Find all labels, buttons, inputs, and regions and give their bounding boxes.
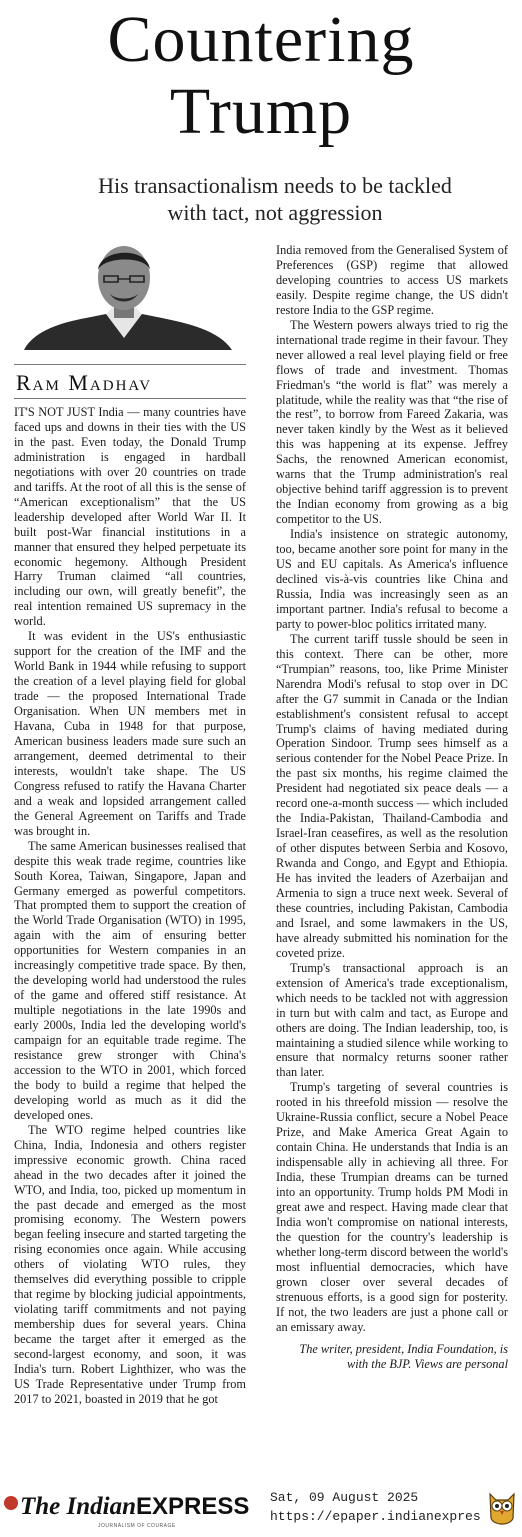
owl-icon [487,1488,517,1528]
column2-paragraph: Trump's targeting of several countries is rooted in his threefold mission — resolve the Ukraine-Russia conflict, secure a Nobel Peace Prize, and Make America Great Again to contain China. He understands that India is an indispensable ally in achieving all three. For India, these Trumpian dreams can be turned into an opportunity. Trump holds PM Modi in great awe and respect. Having made clear that India won't compromise on national interests, the question for the country's leadership is whether long-term discord between the world's most influential democracies, which have grown closer over several decades of strenuous efforts, is a good sign for posterity. If not, the two leaders are just a phone call or an emissary away. [276,1080,508,1334]
edition-url[interactable]: https://epaper.indianexpres [270,1509,481,1524]
column2-paragraph: The current tariff tussle should be seen in this context. There can be other, more “Trumpian” reasons, too, like Prime Minister Narendra Modi's refusal to stop over in DC after the G7 summit in Canada or the Indian establishment's consistent refusal to accept Trump's claims of having mediated during Operation Sindoor. Trump sees himself as a serious contender for the Nobel Peace Prize. In the past six months, his regime claimed the President had negotiated six peace deals — a record one-a-month success — which included the India-Pakistan, Thailand-Cambodia and Israel-Iran ceasefires, as well as the resolution of other disputes between Serbia and Kosovo, Rwanda and Congo, and Egypt and Ethiopia. He has invited the leaders of Azerbaijan and Armenia to sign a truce next week. Several of these countries, including Pakistan, Cambodia and Israel, and some lawmakers in the US, have already submitted his nomination for the coveted prize. [276,631,508,960]
headline-line-1: Countering [107,3,415,76]
subheadline-line-2: with tact, not aggression [167,200,383,225]
author-byline: Ram Madhav [16,370,153,395]
column2-paragraph: India's insistence on strategic autonomy, too, became another sore point for many in the US and EU capitals. As America's influence declined vis-à-vis countries like China and Russia, India was increasingly seen as an important partner. India's refusal to become a party to power-bloc politics irritated many. [276,527,508,631]
subheadline-line-1: His transactionalism needs to be tackled [98,173,452,198]
subheadline [40,172,510,226]
column2-paragraph: The Western powers always tried to rig the international trade regime in their favour. They never allowed a real level playing field or free flows of trade and investment. Thomas Friedman's “the world is flat” was merely a platitude, while the reality was that “the rise of the rest”, to borrow from Fareed Zakaria, was never taken kindly by the West as it believed this was happening at its expense. Jeffrey Sachs, the renowned American economist, warns that the Trump administration's real objective behind tariff aggression is to prevent the Indian economy from growing as a big competitor to the US. [276,317,508,527]
author-note-line-2: with the BJP. Views are personal [347,1357,508,1371]
headline [0,4,522,148]
byline-rule-bottom [14,398,246,399]
article-column-2 [276,243,508,1335]
column2-paragraph: Trump's transactional approach is an extension of America's trade exceptionalism, which needs to be tackled not with aggression in turn but with calm and tact, as Europe and others are doing. The Indian leadership, too, is maintaining a studied silence while working to ensure that normalcy returns sooner rather than later. [276,960,508,1080]
column1-paragraph: The same American businesses realised that despite this weak trade regime, countries like South Korea, Taiwan, Singapore, Japan and Germany emerged as powerful competitors. That prompted them to support the creation of the World Trade Organisation (WTO) in 1995, again with the aim of ensuring better opportunities for Western companies in an increasingly competitive trade space. By then, the developing world had understood the rules of the game and offered stiff resistance. At multiple negotiations in the late 1990s and early 2000s, India led the developing world's campaign for an equitable trade regime. The resistance grew stronger with China's accession to the WTO in 2001, which forced the body to build a regime that helped the developing world as much as it did the developed ones. [14,838,246,1122]
column1-paragraph: The WTO regime helped countries like China, India, Indonesia and others register impressive economic growth. China raced ahead in the two decades after it joined the WTO, and India, too, picked up momentum in the past decade and emerged as the most promising economy. The Western powers began feeling insecure and started targeting the rising economies once again. While accusing others of violating WTO rules, they themselves did everything possible to cripple that regime by blocking judicial appointments, violating tariff commitments and not paying membership dues for several years. China became the target after it emerged as the second-largest economy, and soon, it was India's turn. Robert Lighthizer, who was the US Trade Representative under Trump from 2017 to 2021, boasted in 2019 that he got [14,1122,246,1406]
column1-paragraph: IT'S NOT JUST India — many countries have faced ups and downs in their ties with the US in the past. Even today, the Donald Trump administration is engaged in hardball negotiations with over 20 countries on trade and tariffs. At the root of all this is the sense of “American exceptionalism” that the US leadership developed after World War II. It built post-War financial institutions in a manner that ensured they helped perpetuate its economic hegemony. Although President Harry Truman claimed “all countries, including our own, will greatly benefit”, the real intention remained US supremacy in the world. [14,405,246,629]
logo-mark-icon [4,1496,18,1510]
byline-rule-top [14,364,246,365]
column2-paragraph: India removed from the Generalised System of Preferences (GSP) regime that allowed developing countries to access US markets easily. Despite regime change, the US didn't restore India to the GSP regime. [276,243,508,317]
article-column-1 [14,405,246,1407]
footer-bar [0,1485,522,1537]
newspaper-logo [20,1493,249,1521]
author-note-line-1: The writer, president, India Foundation, is [299,1342,508,1356]
edition-date: Sat, 09 August 2025 [270,1490,419,1505]
edition-meta [270,1488,481,1526]
logo-tagline: JOURNALISM OF COURAGE [98,1523,176,1529]
author-portrait [14,238,242,350]
author-note [276,1342,508,1372]
headline-line-2: Trump [169,75,353,148]
logo-express: EXPRESS [136,1493,250,1520]
logo-the-indian: The Indian [20,1493,137,1520]
column1-paragraph: It was evident in the US's enthusiastic support for the creation of the IMF and the World Bank in 1944 while refusing to support the creation of a level playing field for global trade — the proposed International Trade Organisation. When UN members met in Havana, Cuba in 1948 for that purpose, American business leaders made sure such an arrangement, deemed detrimental to their interests, wouldn't take shape. The US Congress refused to ratify the Havana Charter and a weak and lopsided arrangement called the General Agreement on Tariffs and Trade was brought in. [14,629,246,838]
